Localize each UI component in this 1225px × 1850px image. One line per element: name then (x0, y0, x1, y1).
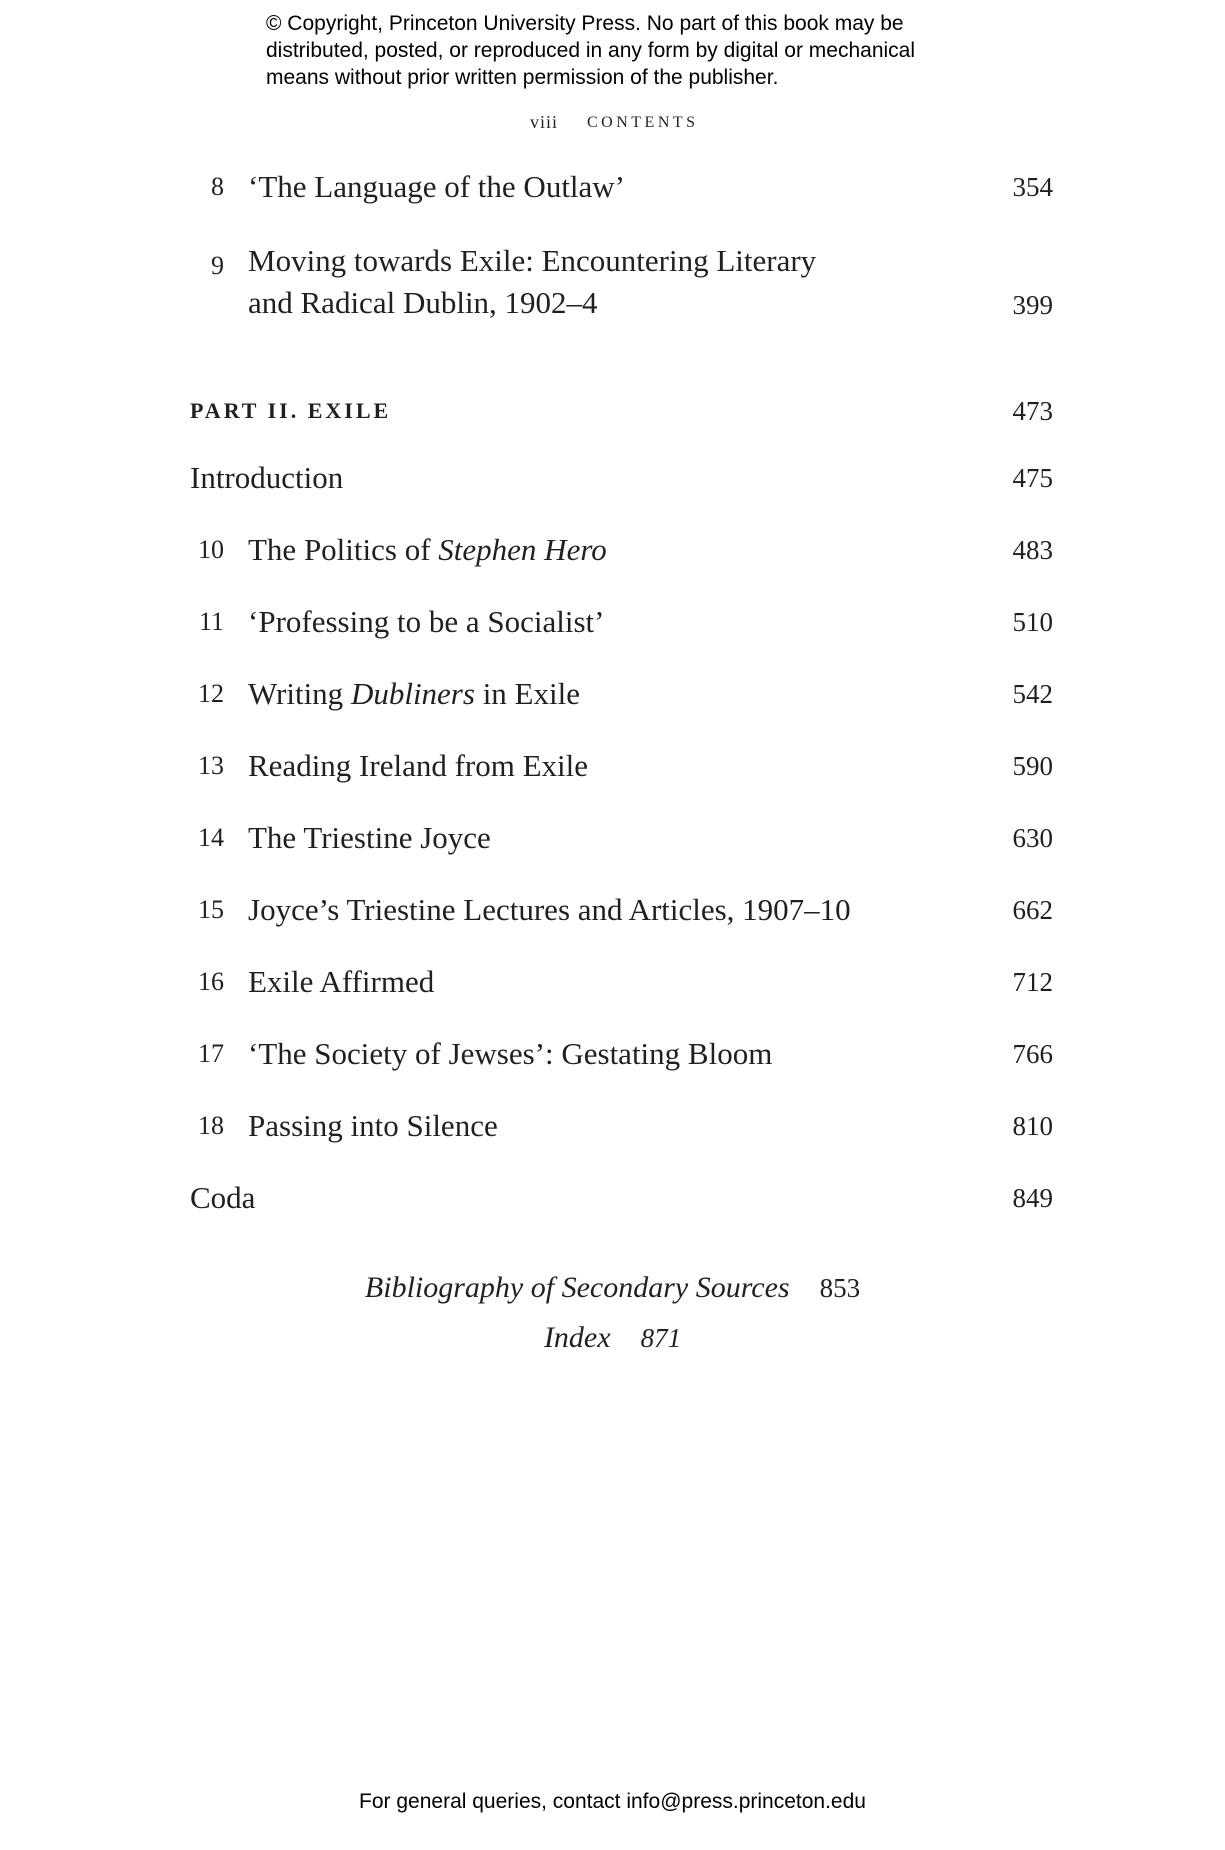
chapter-title (248, 817, 908, 859)
page-number: 399 (1012, 290, 1053, 320)
page-number: 766 (1012, 1039, 1053, 1069)
section-title: Coda (190, 1180, 256, 1215)
copyright-line: distributed, posted, or reproduced in any form by digital or mechanical (266, 39, 916, 62)
title-italic-text: Stephen Hero (438, 532, 607, 567)
chapter-title (248, 673, 908, 715)
page-number: 871 (640, 1323, 682, 1353)
page-number: 849 (1012, 1183, 1053, 1213)
toc-entry-chapter-9[interactable] (190, 240, 1053, 324)
section-title: Introduction (190, 460, 344, 495)
backmatter-title: Bibliography of Secondary Sources (364, 1271, 790, 1304)
title-text: in Exile (474, 676, 580, 711)
copyright-line: © Copyright, Princeton University Press. No part of this book may be (266, 12, 904, 35)
chapter-title (248, 961, 908, 1003)
title-text: ‘The Society of Jewses’: Gestating Bloom (248, 1036, 773, 1071)
title-italic-text: Dubliners (350, 676, 475, 711)
chapter-title-line: and Radical Dublin, 1902–4 (248, 285, 598, 320)
chapter-title-line: Moving towards Exile: Encountering Literary (248, 243, 817, 278)
chapter-number: 8 (211, 172, 224, 201)
running-head-title: CONTENTS (587, 114, 699, 131)
page-number: 810 (1012, 1111, 1053, 1141)
title-text: Exile Affirmed (248, 964, 435, 999)
chapter-number: 11 (198, 607, 224, 636)
page-number: 473 (1012, 396, 1053, 426)
copyright-notice (266, 10, 986, 91)
chapter-number: 17 (198, 1039, 224, 1068)
title-text: Passing into Silence (248, 1108, 498, 1143)
page-number: 483 (1012, 535, 1053, 565)
chapter-number: 13 (198, 751, 224, 780)
page-number: 475 (1012, 463, 1053, 493)
chapter-number: 9 (211, 251, 224, 280)
chapter-title (248, 1033, 908, 1075)
page-number: 354 (1012, 172, 1053, 202)
chapter-number: 16 (198, 967, 224, 996)
copyright-line: means without prior written permission of the publisher. (266, 66, 779, 89)
chapter-number: 15 (198, 895, 224, 924)
title-text: The Triestine Joyce (248, 820, 491, 855)
chapter-number: 14 (198, 823, 224, 852)
chapter-number: 12 (198, 679, 224, 708)
page-number: 853 (819, 1273, 861, 1303)
toc-entry-bibliography[interactable] (0, 1268, 1225, 1308)
footer-contact: For general queries, contact info@press.princeton.edu (359, 1790, 866, 1813)
title-text: Writing (248, 676, 351, 711)
page-number: 662 (1012, 895, 1053, 925)
page-number: 590 (1012, 751, 1053, 781)
title-text: ‘Professing to be a Socialist’ (248, 604, 605, 639)
backmatter-title: Index (543, 1321, 611, 1354)
part-title: PART II. EXILE (190, 398, 392, 423)
chapter-number: 10 (198, 535, 224, 564)
chapter-title: ‘The Language of the Outlaw’ (248, 169, 626, 204)
chapter-title (248, 240, 908, 324)
page-number: 510 (1012, 607, 1053, 637)
title-text: Joyce’s Triestine Lectures and Articles, 1907–10 (248, 892, 851, 927)
page-number: 712 (1012, 967, 1053, 997)
chapter-title (248, 529, 908, 571)
chapter-title (248, 601, 908, 643)
page-number: 630 (1012, 823, 1053, 853)
chapter-title (248, 889, 908, 931)
chapter-title (248, 745, 908, 787)
page-number: 542 (1012, 679, 1053, 709)
chapter-title (248, 1105, 908, 1147)
page-folio: viii (530, 112, 559, 132)
toc-entry-index[interactable] (0, 1318, 1225, 1358)
title-text: The Politics of (248, 532, 439, 567)
chapter-number: 18 (198, 1111, 224, 1140)
title-text: Reading Ireland from Exile (248, 748, 589, 783)
